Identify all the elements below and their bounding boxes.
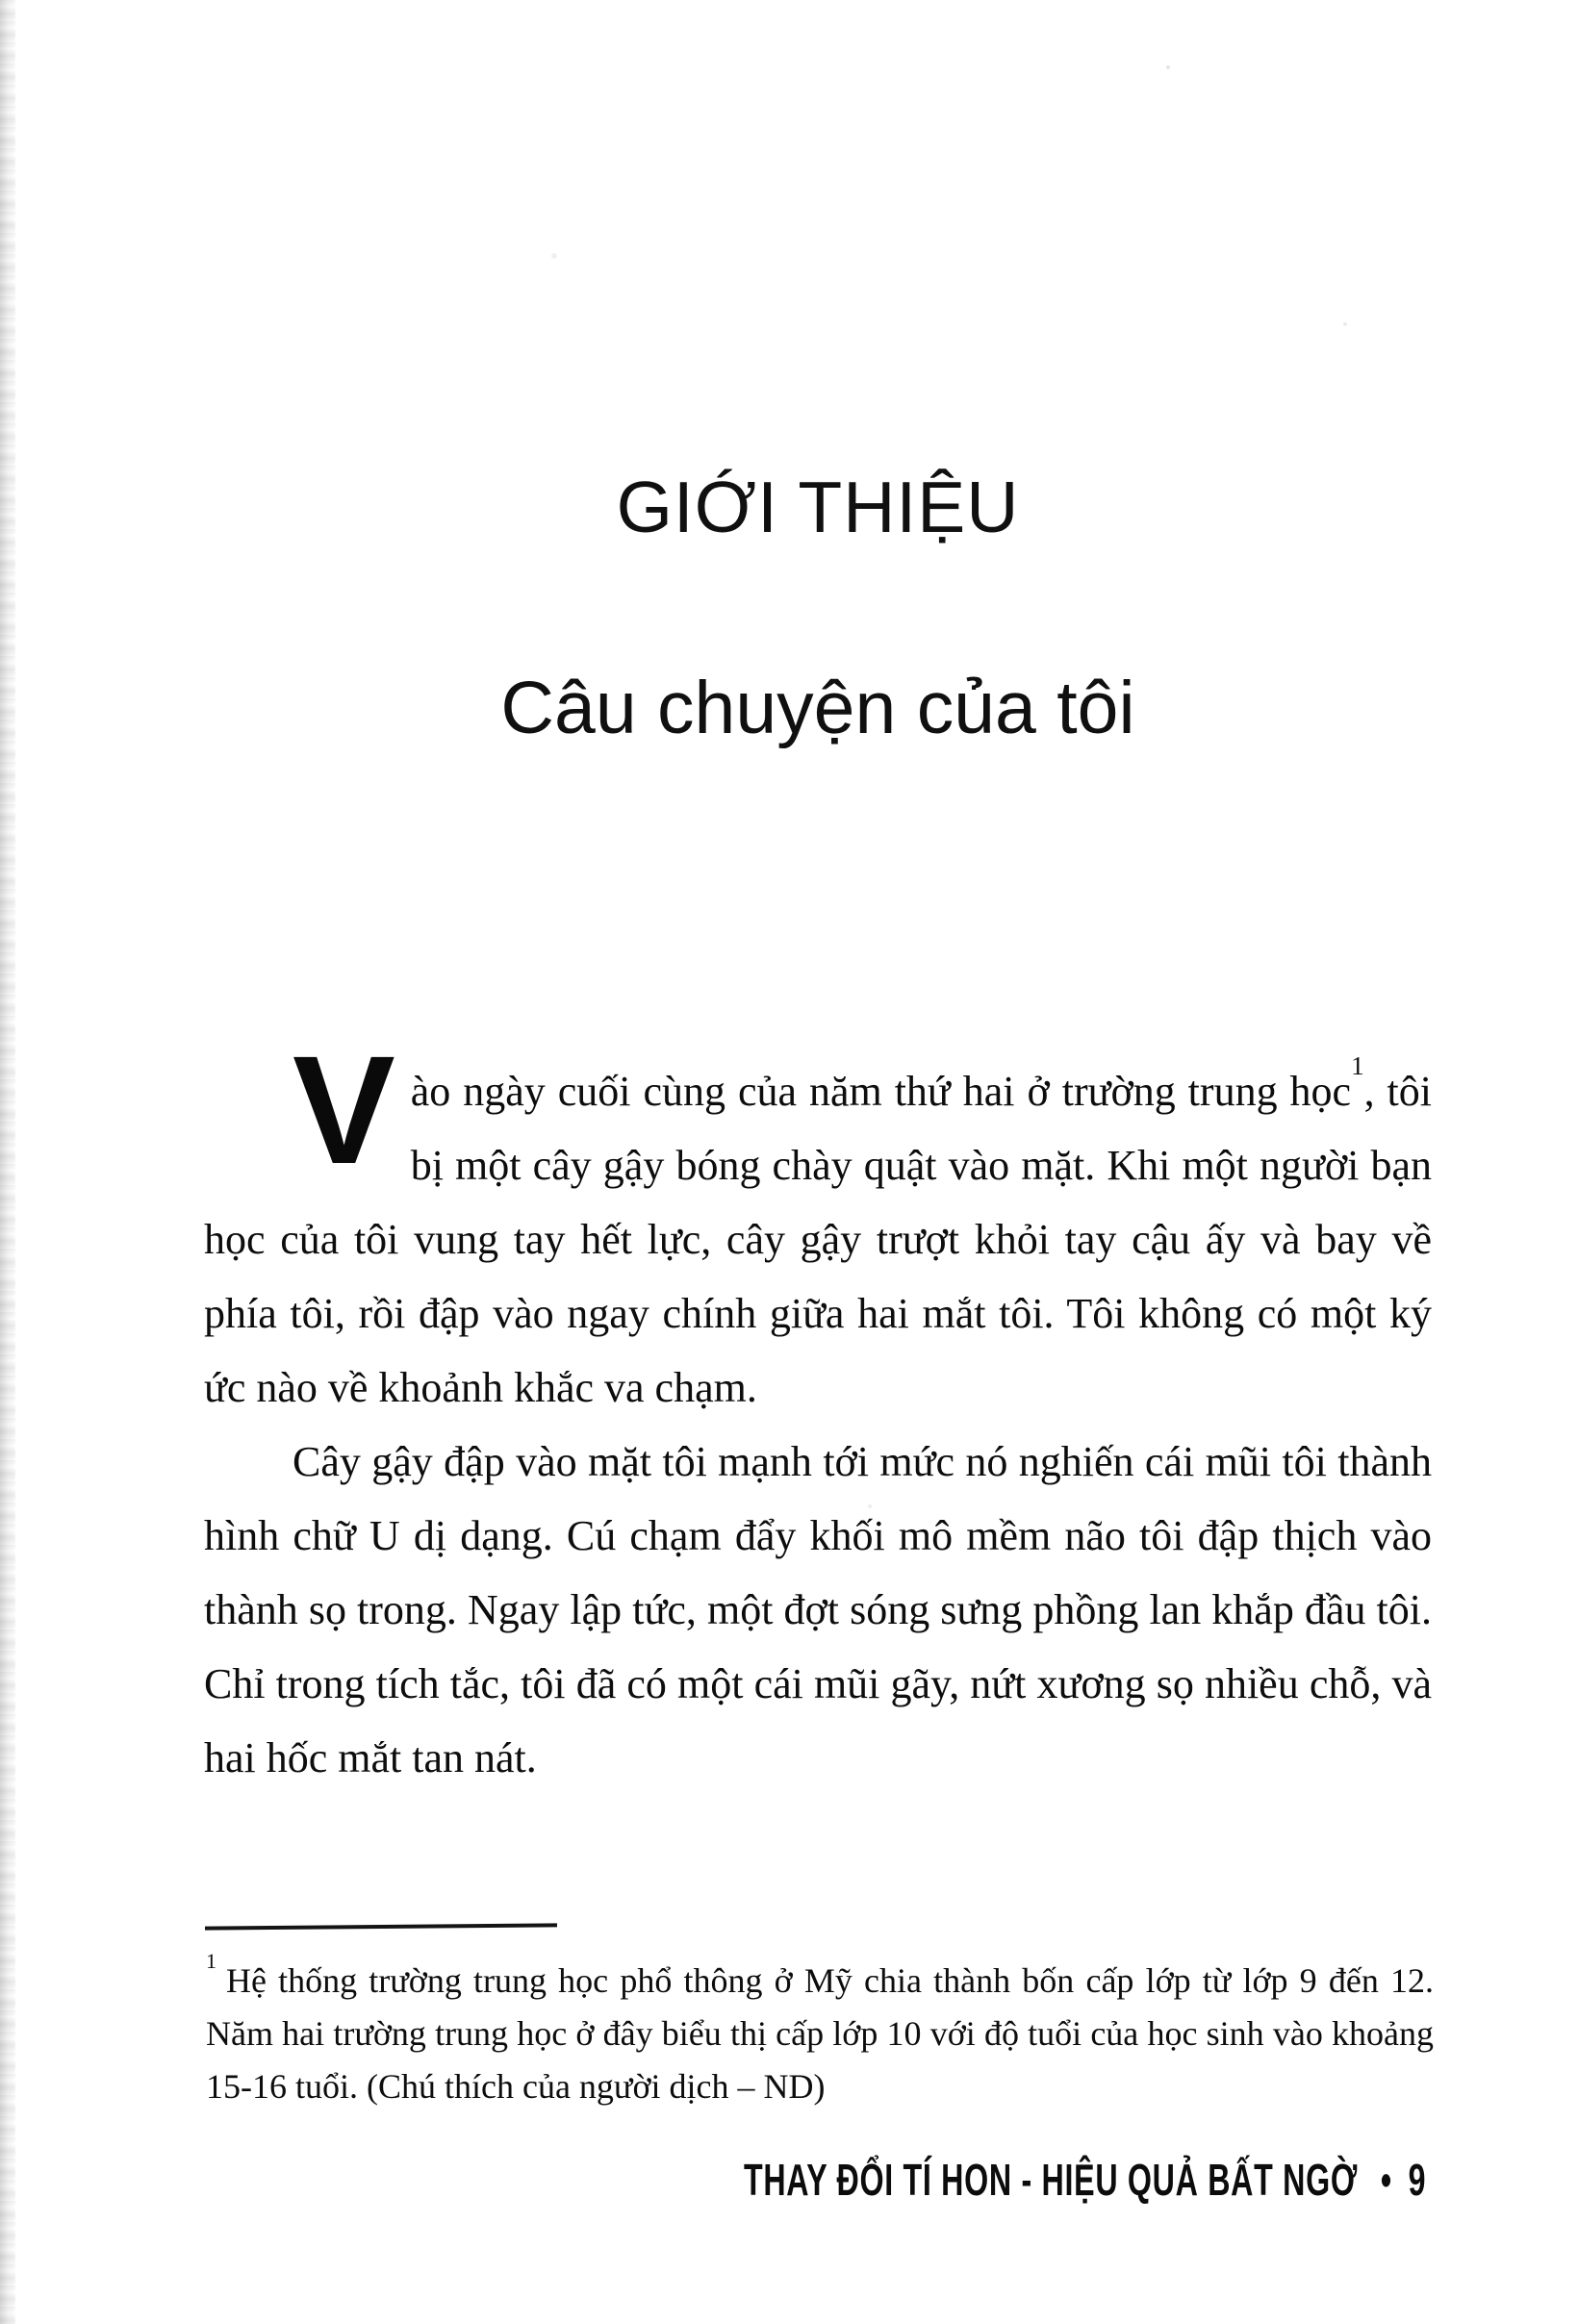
paragraph-1-text-after-ref: , tôi bị một cây gậy bóng chày quật vào mặt. Khi một người bạn học của tôi vung tay hết lực, cây gậy trượt khỏi tay cậu ấy và bay về phía tôi, rồi đập vào ngay chính giữa hai mắt tôi. Tôi không có một ký ức nào về khoảnh khắc va chạm.	[204, 1068, 1432, 1411]
section-title: Câu chuyện của tôi	[500, 667, 1135, 749]
chapter-title: GIỚI THIỆU	[616, 467, 1020, 547]
scan-noise	[1166, 65, 1170, 69]
footer-page-number: 9	[1408, 2155, 1426, 2205]
footer-running-title: THAY ĐỔI TÍ HON - HIỆU QUẢ BẤT NGỜ	[743, 2155, 1358, 2205]
footnote-separator-rule	[205, 1923, 557, 1930]
paragraph-1-text-before-ref: ào ngày cuối cùng của năm thứ hai ở trường trung học	[410, 1068, 1352, 1115]
scan-edge-shadow	[0, 0, 15, 2324]
footnote	[206, 1949, 1434, 2113]
paragraph-2: Cây gậy đập vào mặt tôi mạnh tới mức nó nghiến cái mũi tôi thành hình chữ U dị dạng. Cú chạm đẩy khối mô mềm não tôi đập thịch vào thành sọ trong. Ngay lập tức, một đợt sóng sưng phồng lan khắp đầu tôi. Chỉ trong tích tắc, tôi đã có một cái mũi gãy, nứt xương sọ nhiều chỗ, và hai hốc mắt tan nát.	[204, 1438, 1432, 1781]
footnote-reference: 1	[1351, 1051, 1364, 1081]
paragraph-1	[204, 1023, 1432, 1425]
drop-cap: V	[293, 1023, 395, 1196]
footnote-marker: 1	[206, 1949, 216, 1973]
footnote-text: Hệ thống trường trung học phổ thông ở Mỹ chia thành bốn cấp lớp từ lớp 9 đến 12. Năm hai trường trung học ở đây biểu thị cấp lớp 10 với độ tuổi của học sinh vào khoảng 15-16 tuổi. (Chú thích của người dịch – ND)	[206, 1961, 1434, 2106]
footer-bullet: •	[1380, 2155, 1392, 2205]
body-text	[204, 1023, 1432, 1795]
running-footer	[743, 2155, 1426, 2205]
